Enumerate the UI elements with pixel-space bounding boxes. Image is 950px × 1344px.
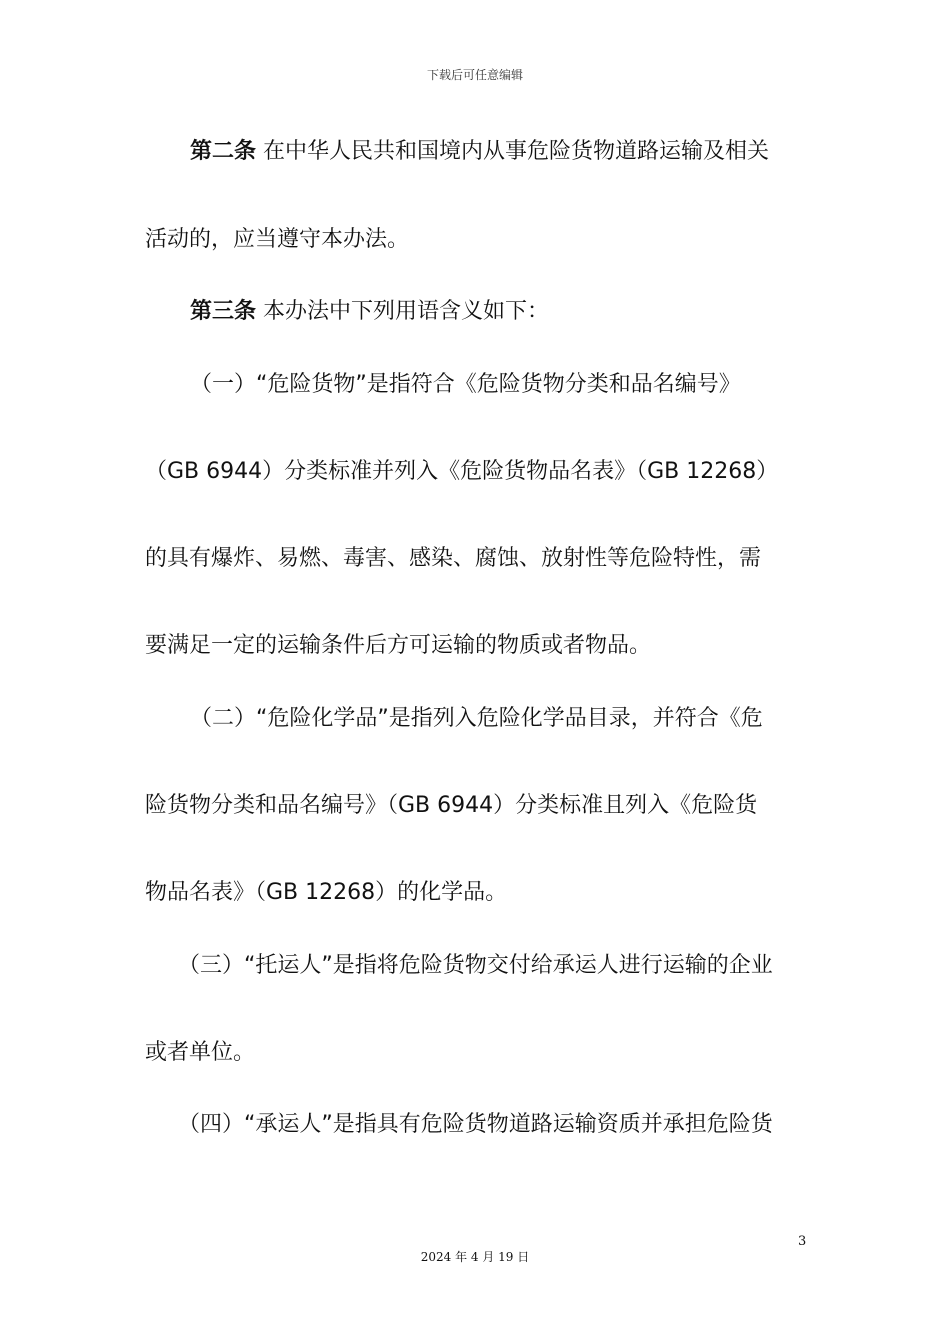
page-header: 下载后可任意编辑 xyxy=(426,68,523,82)
page-number: 3 xyxy=(798,1234,807,1249)
item-3-line-1: （三）“托运人”是指将危险货物交付给承运人进行运输的企业 xyxy=(178,953,773,978)
item-1-line-4: 要满足一定的运输条件后方可运输的物质或者物品。 xyxy=(145,633,652,658)
item-2-line-1: （二）“危险化学品”是指列入危险化学品目录，并符合《危 xyxy=(190,706,763,731)
item-2-line-3: 物品名表》（GB 12268）的化学品。 xyxy=(145,880,508,905)
item-1-line-3: 的具有爆炸、易燃、毒害、感染、腐蚀、放射性等危险特性，需 xyxy=(145,546,762,571)
item-4-line-1: （四）“承运人”是指具有危险货物道路运输资质并承担危险货 xyxy=(178,1112,773,1137)
article-3-text-1: 本办法中下列用语含义如下： xyxy=(263,299,550,324)
article-2-text-1: 在中华人民共和国境内从事危险货物道路运输及相关 xyxy=(263,139,770,164)
item-1-line-1: （一）“危险货物”是指符合《危险货物分类和品名编号》 xyxy=(190,372,741,397)
article-2-line-1 xyxy=(190,139,769,165)
article-2-label: 第二条 xyxy=(190,139,257,164)
article-3-label: 第三条 xyxy=(190,299,257,324)
article-2-line-2: 活动的，应当遵守本办法。 xyxy=(145,227,410,252)
item-1-line-2: （GB 6944）分类标准并列入《危险货物品名表》（GB 12268） xyxy=(145,459,779,484)
footer-date: 2024 年 4 月 19 日 xyxy=(420,1250,530,1264)
article-3-line-1 xyxy=(190,299,549,325)
item-3-line-2: 或者单位。 xyxy=(145,1040,256,1065)
item-2-line-2: 险货物分类和品名编号》（GB 6944）分类标准且列入《危险货 xyxy=(145,793,758,818)
